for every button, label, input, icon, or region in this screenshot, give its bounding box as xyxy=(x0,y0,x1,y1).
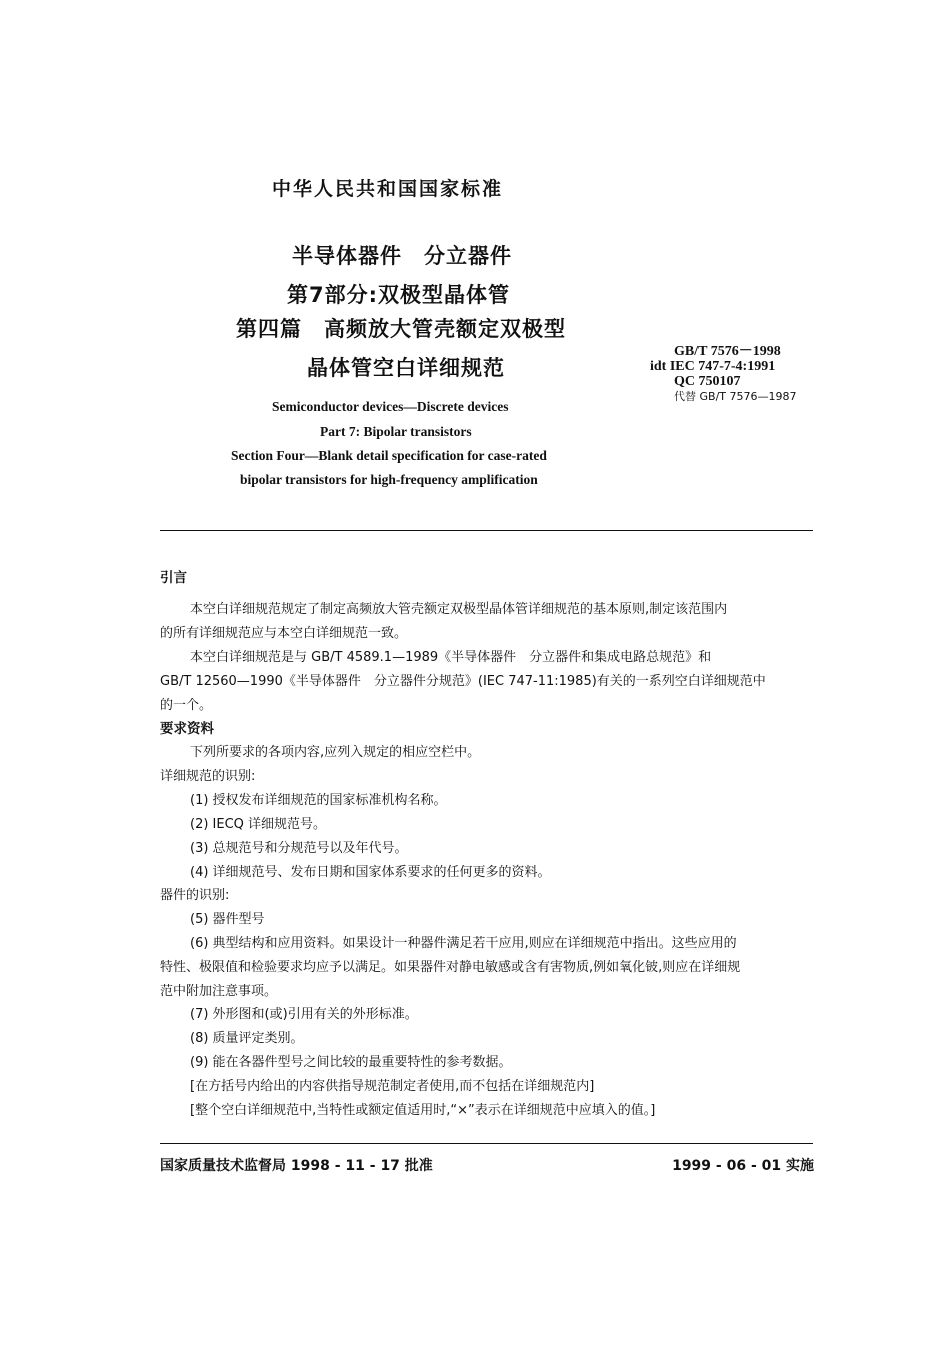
list-item: (5) 器件型号 xyxy=(190,912,265,927)
list-item: (9) 能在各器件型号之间比较的最重要特性的参考数据。 xyxy=(190,1055,512,1070)
qc-number: QC 750107 xyxy=(674,374,741,389)
list-item: (3) 总规范号和分规范号以及年代号。 xyxy=(190,841,408,856)
standard-number-block xyxy=(650,344,796,404)
approval-date: 国家质量技术监督局 1998 - 11 - 17 批准 xyxy=(160,1158,433,1174)
en-title-line-4: bipolar transistors for high-frequency amplification xyxy=(240,472,538,487)
paragraph-line: 范中附加注意事项。 xyxy=(160,984,278,999)
cn-title-line-2: 第7部分:双极型晶体管 xyxy=(287,283,511,307)
gb-number: GB/T 7576－1998 xyxy=(674,344,781,359)
implementation-date: 1999 - 06 - 01 实施 xyxy=(672,1158,814,1174)
subheading-line: 详细规范的识别: xyxy=(160,769,256,784)
replaces-number: 代替 GB/T 7576—1987 xyxy=(674,390,797,403)
en-title-line-2: Part 7: Bipolar transistors xyxy=(320,424,472,439)
list-item: (1) 授权发布详细规范的国家标准机构名称。 xyxy=(190,793,447,808)
bracket-note: [在方括号内给出的内容供指导规范制定者使用,而不包括在详细规范内] xyxy=(190,1079,595,1094)
list-item: (4) 详细规范号、发布日期和国家体系要求的任何更多的资料。 xyxy=(190,865,551,880)
national-standard-title: 中华人民共和国国家标准 xyxy=(272,178,504,200)
en-title-line-3: Section Four—Blank detail specification for case-rated xyxy=(231,448,547,463)
header-divider xyxy=(160,530,813,531)
paragraph-line: 下列所要求的各项内容,应列入规定的相应空栏中。 xyxy=(190,745,481,760)
requirements-heading: 要求资料 xyxy=(160,721,214,737)
cn-title-line-4: 晶体管空白详细规范 xyxy=(307,356,505,380)
cn-title-line-1: 半导体器件 分立器件 xyxy=(292,244,512,268)
en-title-line-1: Semiconductor devices—Discrete devices xyxy=(272,399,509,414)
idt-number: idt IEC 747-7-4:1991 xyxy=(650,359,776,374)
paragraph-line: 的所有详细规范应与本空白详细规范一致。 xyxy=(160,626,408,641)
footer-divider xyxy=(160,1143,813,1144)
intro-heading: 引言 xyxy=(160,570,187,586)
list-item: (6) 典型结构和应用资料。如果设计一种器件满足若干应用,则应在详细规范中指出。这些应用的 xyxy=(190,936,737,951)
list-item: (8) 质量评定类别。 xyxy=(190,1031,304,1046)
subheading-line: 器件的识别: xyxy=(160,888,230,903)
list-item: (7) 外形图和(或)引用有关的外形标准。 xyxy=(190,1007,418,1022)
bracket-note: [整个空白详细规范中,当特性或额定值适用时,“×”表示在详细规范中应填入的值。] xyxy=(190,1103,656,1118)
paragraph-line: GB/T 12560—1990《半导体器件 分立器件分规范》(IEC 747-11:1985)有关的一系列空白详细规范中 xyxy=(160,674,766,689)
cn-title-line-3: 第四篇 高频放大管壳额定双极型 xyxy=(236,317,566,341)
list-item: (2) IECQ 详细规范号。 xyxy=(190,817,327,832)
paragraph-line: 的一个。 xyxy=(160,698,213,713)
paragraph-line: 本空白详细规范是与 GB/T 4589.1—1989《半导体器件 分立器件和集成电路总规范》和 xyxy=(190,650,712,665)
paragraph-line: 特性、极限值和检验要求均应予以满足。如果器件对静电敏感或含有害物质,例如氧化铍,则应在详细规 xyxy=(160,960,741,975)
paragraph-line: 本空白详细规范规定了制定高频放大管壳额定双极型晶体管详细规范的基本原则,制定该范围内 xyxy=(190,602,728,617)
